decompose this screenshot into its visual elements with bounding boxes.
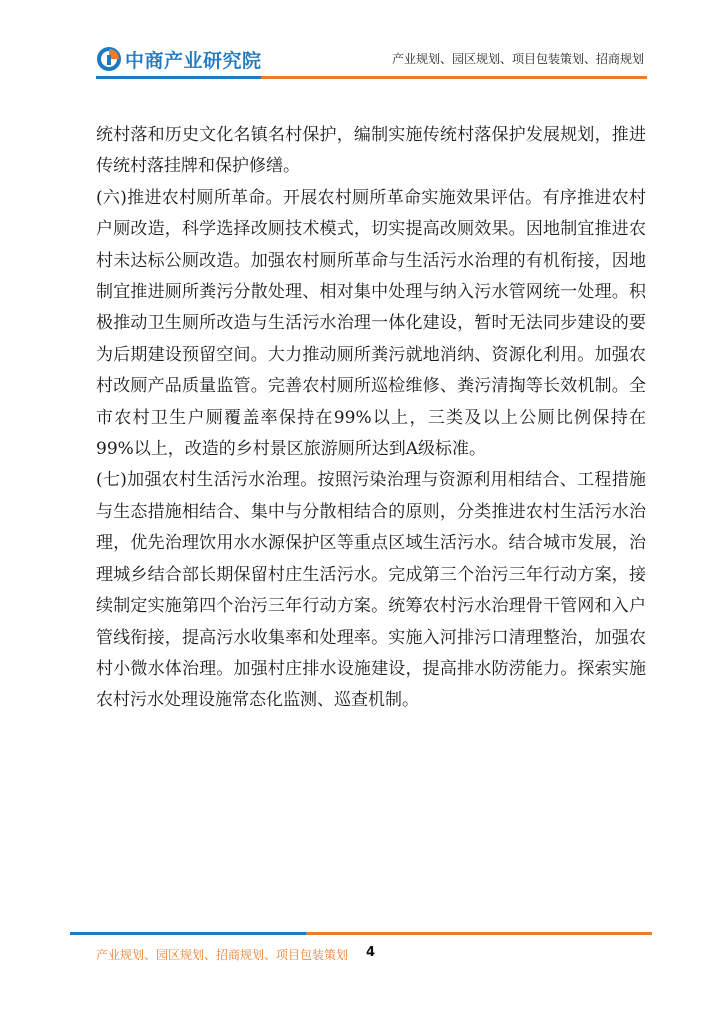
header-tagline: 产业规划、园区规划、项目包装策划、招商规划 [391, 52, 644, 66]
paragraph-1: 统村落和历史文化名镇名村保护，编制实施传统村落保护发展规划，推进传统村落挂牌和保护修缮。 [96, 125, 646, 177]
header-divider-orange [261, 76, 647, 79]
paragraph-3: (七)加强农村生活污水治理。按照污染治理与资源利用相结合、工程措施与生态措施相结合、集中与分散相结合的原则，分类推进农村生活污水治理，优先治理饮用水水源保护区等重点区域生活污水。结合城市发展，治理城乡结合部长期保留村庄生活污水。完成第三个治污三年行动方案，接续制定实施第四个治污三年行动方案。统筹农村污水治理骨干管网和入户管线衔接，提高污水收集率和处理率。实施入河排污口清理整治，加强农村小微水体治理。加强村庄排水设施建设，提高排水防涝能力。探索实施农村污水处理设施常态化监测、巡查机制。 [96, 470, 646, 711]
page-number: 4 [366, 945, 376, 960]
logo-mark-icon [96, 46, 122, 72]
footer-tagline: 产业规划、园区规划、招商规划、项目包装策划 [96, 948, 349, 962]
footer-divider-orange [306, 932, 652, 935]
company-logo [96, 44, 262, 74]
header-divider-blue [96, 76, 261, 79]
document-body [96, 120, 646, 717]
logo-text: 中商产业研究院 [125, 49, 262, 72]
footer-divider-blue [70, 932, 306, 935]
paragraph-2: (六)推进农村厕所革命。开展农村厕所革命实施效果评估。有序推进农村户厕改造，科学选择改厕技术模式，切实提高改厕效果。因地制宜推进农村未达标公厕改造。加强农村厕所革命与生活污水治理的有机衔接，因地制宜推进厕所粪污分散处理、相对集中处理与纳入污水管网统一处理。积极推动卫生厕所改造与生活污水治理一体化建设，暂时无法同步建设的要为后期建设预留空间。大力推动厕所粪污就地消纳、资源化利用。加强农村改厕产品质量监管。完善农村厕所巡检维修、粪污清掏等长效机制。全市农村卫生户厕覆盖率保持在99%以上，三类及以上公厕比例保持在99%以上，改造的乡村景区旅游厕所达到A级标准。 [96, 187, 646, 460]
